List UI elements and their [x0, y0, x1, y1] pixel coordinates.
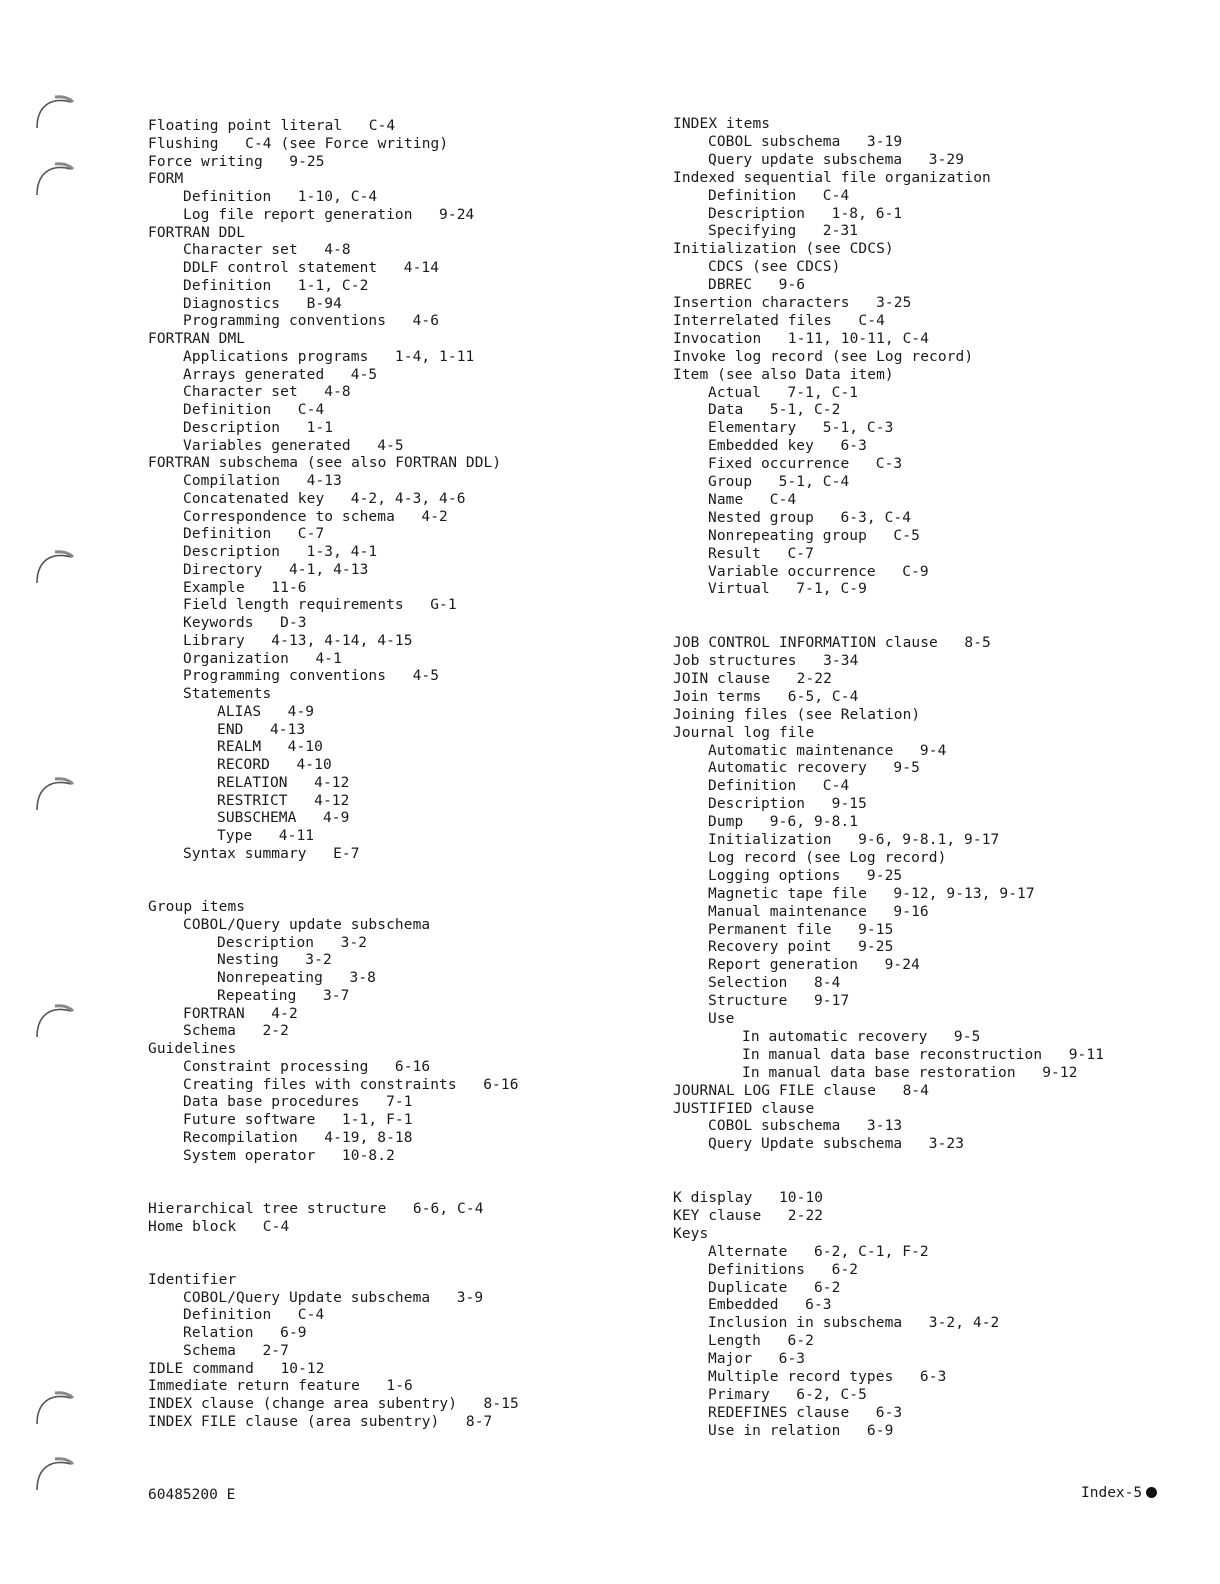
index-subentry: Primary 6-2, C-5 [708, 1386, 867, 1403]
index-subentry: Field length requirements G-1 [183, 597, 457, 614]
index-subentry: Organization 4-1 [183, 650, 342, 667]
index-subentry: Report generation 9-24 [708, 957, 920, 974]
binder-hole-icon [33, 997, 77, 1041]
binder-hole-icon [33, 1384, 77, 1428]
index-subentry: In automatic recovery 9-5 [742, 1028, 981, 1045]
index-entry: Insertion characters 3-25 [673, 295, 912, 311]
index-subentry: Actual 7-1, C-1 [708, 384, 859, 401]
index-subentry: Definition C-7 [183, 526, 325, 543]
index-subentry: Future software 1-1, F-1 [183, 1112, 413, 1128]
index-subentry: Character set 4-8 [183, 242, 351, 259]
index-subentry: Logging options 9-25 [708, 867, 903, 884]
index-entry: Flushing C-4 (see Force writing) [148, 135, 449, 152]
index-subentry: Permanent file 9-15 [708, 921, 894, 938]
index-subentry: Specifying 2-31 [708, 223, 859, 240]
index-entry: Item (see also Data item) [673, 366, 894, 383]
index-subentry: Structure 9-17 [708, 993, 850, 1010]
index-entry: FORTRAN DDL [148, 224, 246, 241]
index-subentry: Major 6-3 [708, 1351, 806, 1368]
index-entry: IDLE command 10-12 [148, 1360, 325, 1377]
index-subentry: CDCS (see CDCS) [708, 259, 841, 276]
index-subentry: Virtual 7-1, C-9 [708, 581, 867, 598]
index-subentry: Selection 8-4 [708, 975, 841, 992]
index-subentry: Diagnostics B-94 [183, 295, 342, 312]
index-entry: Joining files (see Relation) [673, 706, 921, 723]
index-entry: Group items [148, 899, 246, 915]
index-subentry: Fixed occurrence C-3 [708, 456, 903, 473]
index-subentry: Data 5-1, C-2 [708, 402, 841, 419]
index-subentry: SUBSCHEMA 4-9 [217, 810, 350, 827]
index-entry: Interrelated files C-4 [673, 312, 885, 329]
index-subentry: Length 6-2 [708, 1333, 814, 1350]
index-entry: Keys [673, 1225, 709, 1242]
index-entry: Home block C-4 [148, 1218, 290, 1235]
index-subentry: FORTRAN 4-2 [183, 1005, 298, 1022]
index-entry: Join terms 6-5, C-4 [673, 688, 859, 705]
index-subentry: Variables generated 4-5 [183, 437, 404, 454]
index-subentry: Result C-7 [708, 545, 814, 562]
index-entry: JUSTIFIED clause [673, 1100, 815, 1117]
index-entry: KEY clause 2-22 [673, 1207, 824, 1224]
index-subentry: Schema 2-2 [183, 1023, 289, 1040]
index-subentry: Variable occurrence C-9 [708, 563, 929, 580]
index-subentry: Nested group 6-3, C-4 [708, 509, 912, 526]
index-subentry: Schema 2-7 [183, 1342, 289, 1359]
index-entry: Hierarchical tree structure 6-6, C-4 [148, 1200, 484, 1217]
index-subentry: Multiple record types 6-3 [708, 1369, 947, 1385]
index-entry: Invocation 1-11, 10-11, C-4 [673, 330, 930, 347]
index-subentry: Concatenated key 4-2, 4-3, 4-6 [183, 490, 466, 507]
index-subentry: Log file report generation 9-24 [183, 206, 475, 223]
index-subentry: Definition C-4 [708, 187, 850, 204]
index-subentry: COBOL/Query update subschema [183, 916, 431, 933]
index-entry: JOURNAL LOG FILE clause 8-4 [673, 1082, 930, 1099]
index-subentry: Compilation 4-13 [183, 473, 342, 489]
index-subentry: Repeating 3-7 [217, 987, 350, 1004]
index-subentry: Definition C-4 [183, 1307, 325, 1324]
index-subentry: RESTRICT 4-12 [217, 792, 350, 809]
index-subentry: Nonrepeating group C-5 [708, 527, 920, 544]
index-subentry: Name C-4 [708, 491, 797, 508]
index-subentry: Description 3-2 [217, 934, 368, 951]
index-entry: FORTRAN subschema (see also FORTRAN DDL) [148, 455, 502, 472]
index-subentry: Definition C-4 [708, 778, 850, 795]
index-entry: INDEX items [673, 116, 771, 132]
index-subentry: COBOL subschema 3-19 [708, 133, 903, 150]
index-subentry: COBOL/Query Update subschema 3-9 [183, 1289, 484, 1306]
index-subentry: RECORD 4-10 [217, 757, 332, 773]
index-subentry: Use in relation 6-9 [708, 1422, 894, 1439]
index-entry: FORM [148, 171, 184, 188]
index-subentry: COBOL subschema 3-13 [708, 1118, 903, 1135]
index-subentry: Programming conventions 4-6 [183, 313, 440, 330]
index-subentry: Automatic recovery 9-5 [708, 760, 920, 777]
index-subentry: Description 9-15 [708, 796, 867, 813]
index-subentry: In manual data base reconstruction 9-11 [742, 1046, 1105, 1063]
index-subentry: Example 11-6 [183, 579, 307, 596]
index-subentry: Manual maintenance 9-16 [708, 903, 929, 920]
index-entry: Floating point literal C-4 [148, 118, 396, 134]
index-subentry: Recovery point 9-25 [708, 939, 894, 956]
index-subentry: Use [708, 1011, 735, 1027]
index-subentry: Group 5-1, C-4 [708, 474, 850, 490]
index-subentry: Log record (see Log record) [708, 849, 947, 866]
index-entry: Immediate return feature 1-6 [148, 1378, 413, 1395]
index-subentry: Syntax summary E-7 [183, 845, 360, 862]
index-subentry: END 4-13 [217, 721, 306, 738]
index-entry: INDEX clause (change area subentry) 8-15 [148, 1396, 519, 1412]
index-subentry: DBREC 9-6 [708, 277, 806, 294]
index-subentry: Character set 4-8 [183, 384, 351, 401]
index-subentry: Correspondence to schema 4-2 [183, 508, 448, 525]
index-entry: JOB CONTROL INFORMATION clause 8-5 [673, 635, 991, 652]
index-entry: Invoke log record (see Log record) [673, 348, 974, 365]
index-subentry: Dump 9-6, 9-8.1 [708, 814, 859, 831]
index-subentry: Programming conventions 4-5 [183, 668, 440, 685]
index-subentry: Embedded 6-3 [708, 1297, 832, 1314]
index-subentry: System operator 10-8.2 [183, 1147, 395, 1164]
page-number-block [1081, 1485, 1157, 1501]
index-subentry: Embedded key 6-3 [708, 438, 867, 455]
document-number: 60485200 E [148, 1487, 236, 1503]
index-subentry: REDEFINES clause 6-3 [708, 1404, 903, 1421]
index-subentry: In manual data base restoration 9-12 [742, 1064, 1078, 1081]
index-subentry: Magnetic tape file 9-12, 9-13, 9-17 [708, 885, 1035, 902]
index-subentry: Description 1-1 [183, 419, 334, 436]
index-entry: Indexed sequential file organization [673, 169, 991, 186]
binder-hole-icon [33, 1450, 77, 1494]
index-subentry: Keywords D-3 [183, 615, 307, 631]
index-subentry: Nonrepeating 3-8 [217, 970, 376, 986]
index-subentry: DDLF control statement 4-14 [183, 260, 440, 276]
index-subentry: Definition 1-1, C-2 [183, 277, 369, 294]
index-subentry: Data base procedures 7-1 [183, 1094, 413, 1111]
index-subentry: Duplicate 6-2 [708, 1279, 841, 1296]
binder-hole-icon [33, 155, 77, 199]
index-subentry: Alternate 6-2, C-1, F-2 [708, 1243, 929, 1260]
index-subentry: Inclusion in subschema 3-2, 4-2 [708, 1315, 1000, 1332]
index-subentry: ALIAS 4-9 [217, 703, 315, 720]
index-subentry: Applications programs 1-4, 1-11 [183, 348, 475, 365]
index-entry: Job structures 3-34 [673, 653, 859, 669]
index-subentry: Elementary 5-1, C-3 [708, 420, 894, 437]
index-subentry: Directory 4-1, 4-13 [183, 561, 369, 578]
index-entry: INDEX FILE clause (area subentry) 8-7 [148, 1413, 493, 1430]
index-subentry: Constraint processing 6-16 [183, 1058, 431, 1075]
index-subentry: Nesting 3-2 [217, 952, 332, 969]
index-subentry: Library 4-13, 4-14, 4-15 [183, 632, 413, 649]
index-subentry: Type 4-11 [217, 828, 315, 844]
index-subentry: Definitions 6-2 [708, 1261, 859, 1278]
index-subentry: Query Update subschema 3-23 [708, 1136, 965, 1153]
index-entry: Force writing 9-25 [148, 153, 325, 170]
page-number: Index-5 [1081, 1485, 1143, 1501]
index-subentry: Arrays generated 4-5 [183, 366, 378, 383]
index-entry: FORTRAN DML [148, 331, 246, 347]
index-subentry: Initialization 9-6, 9-8.1, 9-17 [708, 832, 1000, 848]
bullet-icon [1146, 1487, 1157, 1498]
index-subentry: Query update subschema 3-29 [708, 151, 965, 168]
index-subentry: RELATION 4-12 [217, 774, 350, 791]
index-entry: Initialization (see CDCS) [673, 241, 894, 258]
index-entry: K display 10-10 [673, 1190, 824, 1206]
index-subentry: Relation 6-9 [183, 1325, 307, 1341]
index-subentry: Definition 1-10, C-4 [183, 189, 378, 205]
index-entry: Guidelines [148, 1041, 237, 1057]
index-entry: JOIN clause 2-22 [673, 670, 832, 687]
index-entry: Identifier [148, 1271, 237, 1288]
binder-hole-icon [33, 88, 77, 132]
index-subentry: Description 1-8, 6-1 [708, 205, 903, 222]
index-entry: Journal log file [673, 724, 815, 741]
index-subentry: Recompilation 4-19, 8-18 [183, 1129, 413, 1146]
index-subentry: Description 1-3, 4-1 [183, 544, 378, 560]
binder-hole-icon [33, 770, 77, 814]
binder-hole-icon [33, 543, 77, 587]
index-subentry: Definition C-4 [183, 402, 325, 418]
index-subentry: Statements [183, 686, 272, 702]
index-subentry: Automatic maintenance 9-4 [708, 742, 947, 759]
index-subentry: Creating files with constraints 6-16 [183, 1076, 519, 1093]
index-subentry: REALM 4-10 [217, 739, 323, 756]
